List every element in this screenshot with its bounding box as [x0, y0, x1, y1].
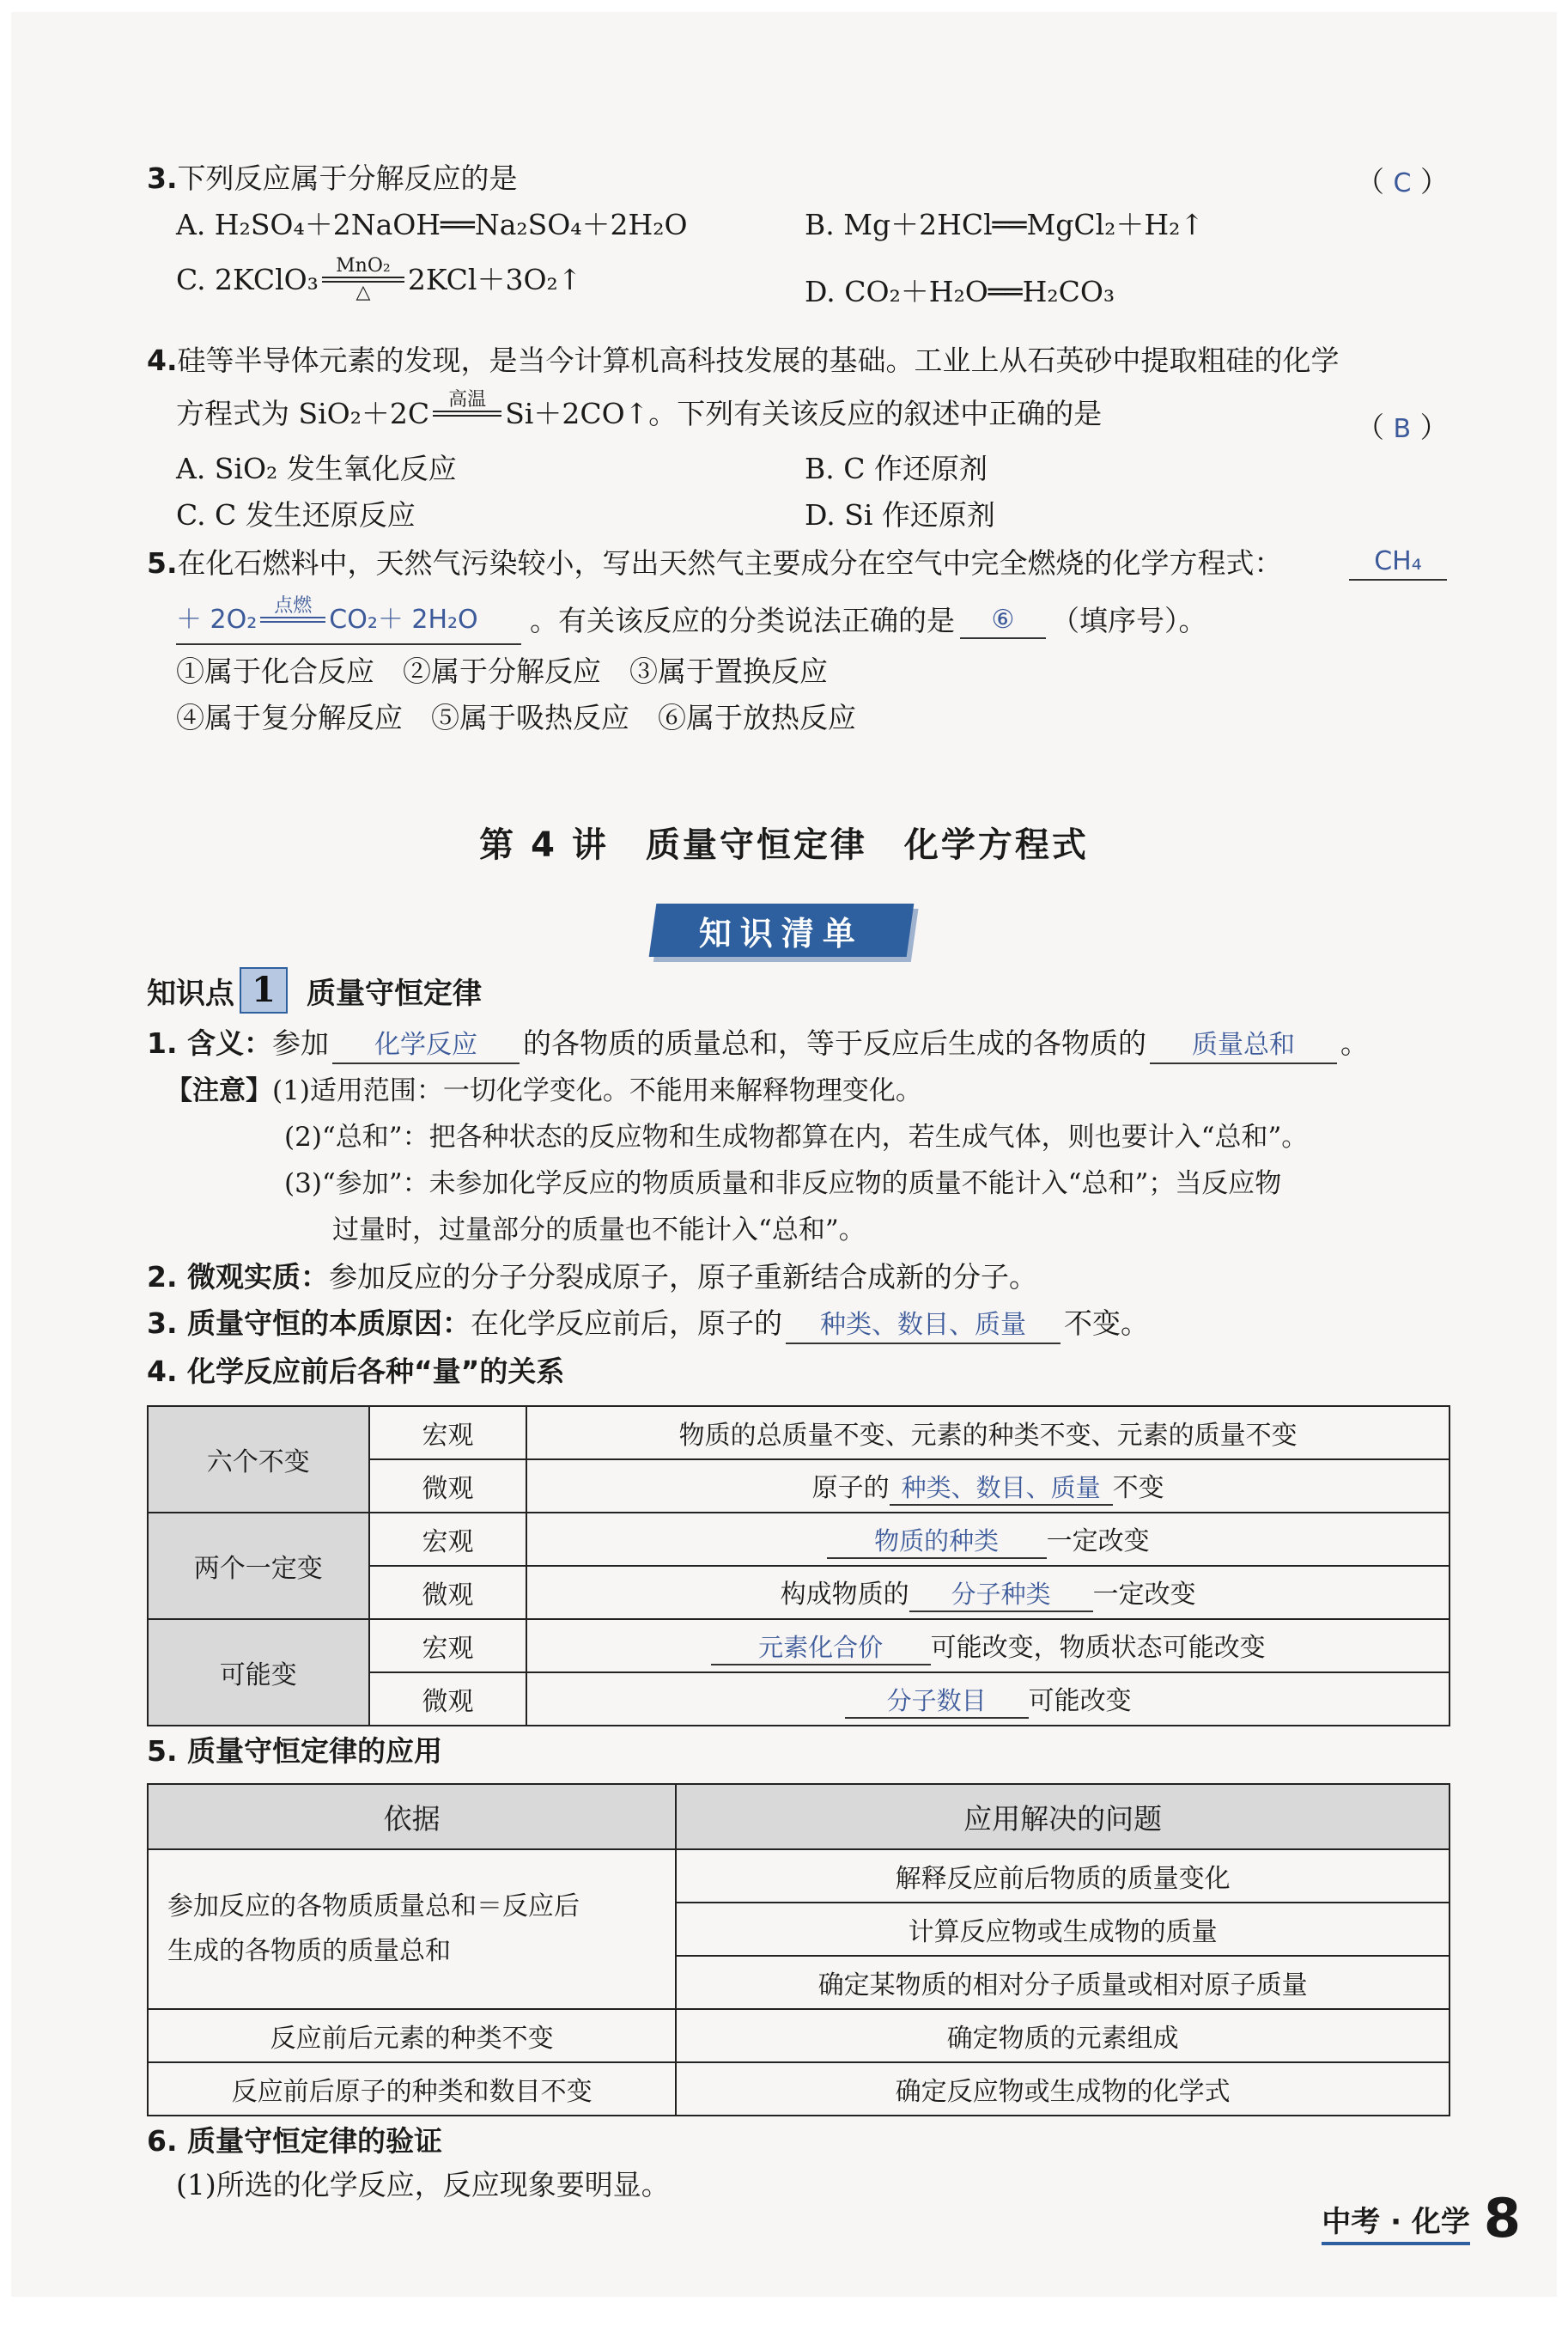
content-cell: 物质的总质量不变、元素的种类不变、元素的质量不变	[526, 1406, 1449, 1459]
group-cell-must-change: 两个一定变	[148, 1513, 369, 1619]
question-5-answer-2: ⑥	[960, 603, 1046, 639]
item-1-definition	[147, 1024, 1369, 1064]
page-number: 8	[1483, 2187, 1521, 2250]
question-5-stem-line2	[176, 596, 1207, 645]
content-cell	[526, 1566, 1449, 1619]
header-basis: 依据	[148, 1784, 676, 1849]
question-5-text-3: （填序号）。	[1051, 603, 1207, 637]
reaction-condition	[322, 256, 404, 303]
page-footer	[1322, 2187, 1521, 2250]
knowledge-point-heading	[147, 967, 482, 1014]
group-cell-unchanged: 六个不变	[148, 1406, 369, 1513]
table-row	[148, 2009, 1449, 2062]
high-temp-condition	[433, 390, 501, 437]
heat-symbol: △	[356, 282, 371, 303]
item-1-blank-2: 质量总和	[1150, 1028, 1337, 1064]
item-1-text-b: 的各物质的质量总和，等于反应后生成的各物质的	[523, 1026, 1146, 1060]
quantity-relation-table	[147, 1405, 1450, 1726]
question-4-option-d: D. Si 作还原剂	[805, 498, 995, 532]
content-blank: 分子种类	[909, 1575, 1093, 1612]
equation-products: CO₂＋ 2H₂O	[329, 604, 478, 635]
type-cell: 微观	[369, 1459, 527, 1513]
type-cell: 宏观	[369, 1619, 527, 1672]
knowledge-point-label: 知识点	[147, 976, 234, 1011]
application-table	[147, 1783, 1450, 2116]
type-cell: 宏观	[369, 1406, 527, 1459]
content-post: 可能改变	[1028, 1686, 1132, 1716]
note-1-text: (1)适用范围：一切化学变化。不能用来解释物理变化。	[272, 1075, 922, 1106]
question-3-answer-slot: （ C ）	[1356, 165, 1449, 198]
question-3-option-b: B. Mg＋2HCl══MgCl₂＋H₂↑	[805, 208, 1205, 241]
question-5-stem-line1	[147, 545, 1283, 582]
content-post: 可能改变，物质状态可能改变	[930, 1633, 1266, 1663]
item-6-title-text: 6. 质量守恒定律的验证	[147, 2124, 442, 2158]
content-blank: 元素化合价	[711, 1629, 931, 1665]
item-1-prefix: 1. 含义：	[147, 1026, 272, 1060]
item-3-essential-reason	[147, 1304, 1149, 1344]
content-cell	[526, 1672, 1449, 1726]
question-3-stem	[147, 160, 518, 198]
high-temp-label: 高温	[448, 389, 487, 411]
content-pre: 原子的	[811, 1473, 890, 1503]
item-1-text-c: 。	[1340, 1026, 1369, 1060]
content-pre: 构成物质的	[780, 1580, 909, 1610]
use-cell: 确定某物质的相对分子质量或相对原子质量	[676, 1956, 1449, 2009]
content-cell	[526, 1513, 1449, 1566]
content-blank: 种类、数目、质量	[890, 1469, 1113, 1506]
catalyst-label: MnO₂	[336, 255, 391, 277]
question-5-answer-blank-1	[1349, 545, 1447, 581]
footer-subject: 中考 · 化学	[1322, 2198, 1470, 2245]
type-cell: 微观	[369, 1566, 527, 1619]
table-row	[148, 1849, 1449, 1903]
question-4-option-a: A. SiO₂ 发生氧化反应	[176, 452, 457, 485]
type-cell: 微观	[369, 1672, 527, 1726]
option-c-product: 2KCl＋3O₂↑	[407, 262, 582, 296]
basis-1-line-2: 生成的各物质的质量总和	[167, 1936, 451, 1966]
item-4-title	[147, 1352, 564, 1391]
question-4-option-c: C. C 发生还原反应	[176, 498, 416, 532]
item-6-title	[147, 2122, 442, 2161]
content-blank: 分子数目	[845, 1682, 1029, 1719]
basis-cell-elements: 反应前后元素的种类不变	[148, 2009, 676, 2062]
content-blank: 物质的种类	[827, 1522, 1047, 1559]
ignition-label: 点燃	[274, 595, 313, 617]
question-3-answer: C	[1393, 168, 1412, 198]
item-5-title	[147, 1732, 442, 1771]
question-4-stem-line1	[147, 342, 1340, 380]
question-4-eq-right: Si＋2CO↑。下列有关该反应的叙述中正确的是	[505, 396, 1103, 430]
question-4-answer: B	[1393, 414, 1412, 444]
lesson-title: 第 4 讲 质量守恒定律 化学方程式	[479, 825, 1089, 865]
question-5-choices-row-2: ④属于复分解反应 ⑤属于吸热反应 ⑥属于放热反应	[176, 701, 856, 734]
item-3-blank: 种类、数目、质量	[786, 1308, 1061, 1344]
note-2: (2)“总和”：把各种状态的反应物和生成物都算在内，若生成气体，则也要计入“总和”。	[284, 1122, 1309, 1153]
item-1-text-a: 参加	[272, 1026, 329, 1060]
table-row	[148, 1406, 1449, 1459]
group-cell-may-change: 可能变	[148, 1619, 369, 1726]
item-2-micro-essence	[147, 1257, 1037, 1297]
use-cell: 解释反应前后物质的质量变化	[676, 1849, 1449, 1903]
basis-cell-atoms: 反应前后原子的种类和数目不变	[148, 2062, 676, 2116]
knowledge-point-title: 质量守恒定律	[307, 976, 482, 1011]
use-cell: 计算反应物或生成物的质量	[676, 1903, 1449, 1956]
item-3-prefix: 3. 质量守恒的本质原因：	[147, 1306, 471, 1340]
table-header-row	[148, 1784, 1449, 1849]
content-post: 一定改变	[1046, 1526, 1150, 1556]
content-cell	[526, 1459, 1449, 1513]
item-3-text-b: 不变。	[1064, 1306, 1149, 1340]
question-4-stem-line2	[176, 390, 1102, 437]
knowledge-point-number: 1	[240, 967, 288, 1014]
item-4-title-text: 4. 化学反应前后各种“量”的关系	[147, 1355, 565, 1388]
question-4-option-b: B. C 作还原剂	[805, 452, 988, 485]
question-4-text-1: 硅等半导体元素的发现，是当今计算机高科技发展的基础。工业上从石英砂中提取粗硅的化学	[177, 344, 1340, 377]
content-cell	[526, 1619, 1449, 1672]
table-row	[148, 1513, 1449, 1566]
question-4-answer-slot: （ B ）	[1356, 411, 1449, 444]
note-3-line-2: 过量时，过量部分的质量也不能计入“总和”。	[332, 1215, 866, 1245]
combustion-equation-blank	[176, 596, 521, 645]
item-6-line-1: (1)所选的化学反应，反应现象要明显。	[176, 2168, 670, 2201]
banner-label: 知识清单	[698, 914, 864, 953]
question-3-number: 3.	[147, 161, 178, 195]
table-row	[148, 1619, 1449, 1672]
knowledge-list-banner	[649, 904, 915, 957]
item-1-blank-1: 化学反应	[332, 1028, 520, 1064]
item-5-title-text: 5. 质量守恒定律的应用	[147, 1734, 442, 1768]
question-3-option-d: D. CO₂＋H₂O══H₂CO₃	[805, 275, 1115, 308]
workbook-page	[11, 12, 1557, 2297]
question-5-text-1: 在化石燃料中，天然气污染较小，写出天然气主要成分在空气中完全燃烧的化学方程式：	[177, 546, 1283, 580]
content-post: 一定改变	[1092, 1580, 1196, 1610]
question-4-number: 4.	[147, 344, 178, 377]
question-3-option-a: A. H₂SO₄＋2NaOH══Na₂SO₄＋2H₂O	[176, 208, 688, 241]
note-1	[166, 1072, 922, 1110]
header-application: 应用解决的问题	[676, 1784, 1449, 1849]
question-3-option-c	[176, 256, 581, 303]
note-label: 【注意】	[166, 1075, 272, 1106]
item-2-prefix: 2. 微观实质：	[147, 1260, 329, 1294]
item-2-text: 参加反应的分子分裂成原子，原子重新结合成新的分子。	[329, 1260, 1037, 1294]
table-row	[148, 2062, 1449, 2116]
basis-cell-total-mass	[148, 1849, 676, 2009]
question-5-text-2: 。有关该反应的分类说法正确的是	[530, 603, 955, 637]
item-3-text-a: 在化学反应前后，原子的	[471, 1306, 782, 1340]
type-cell: 宏观	[369, 1513, 527, 1566]
note-3-line-1: (3)“参加”：未参加化学反应的物质质量和非反应物的质量不能计入“总和”；当反应物	[284, 1168, 1282, 1199]
equation-reactants: ＋ 2O₂	[176, 604, 258, 635]
question-5-choices-row-1: ①属于化合反应 ②属于分解反应 ③属于置换反应	[176, 655, 828, 688]
content-post: 不变	[1112, 1473, 1164, 1503]
use-cell: 确定反应物或生成物的化学式	[676, 2062, 1449, 2116]
methane-formula: CH₄	[1349, 545, 1447, 581]
question-5-number: 5.	[147, 546, 178, 580]
use-cell: 确定物质的元素组成	[676, 2009, 1449, 2062]
option-c-reactant: C. 2KClO₃	[176, 262, 319, 296]
question-3-text: 下列反应属于分解反应的是	[177, 161, 518, 195]
basis-1-line-1: 参加反应的各物质质量总和＝反应后	[167, 1891, 580, 1921]
question-4-eq-left: 方程式为 SiO₂＋2C	[176, 396, 430, 430]
ignition-condition	[260, 596, 325, 643]
